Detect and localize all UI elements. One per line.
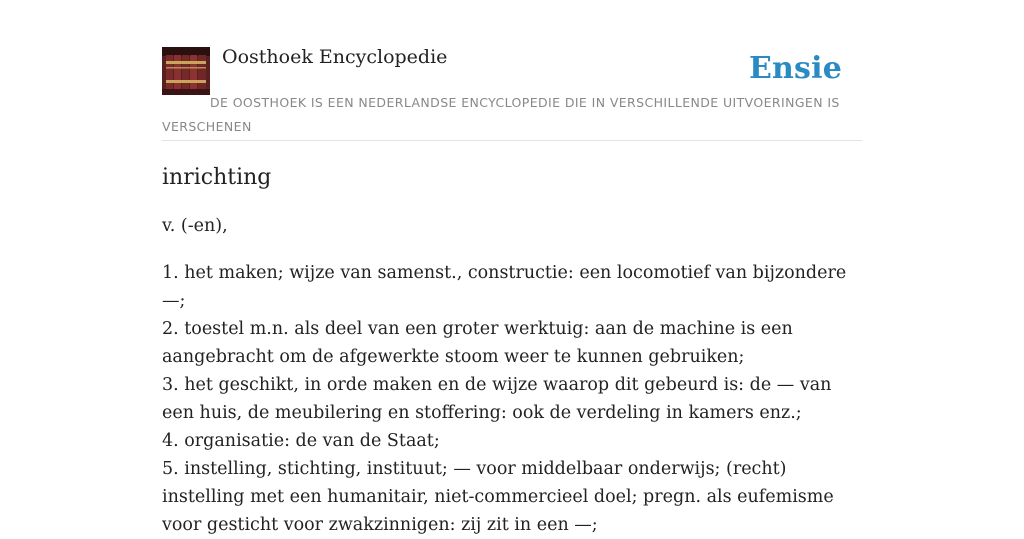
brand-logo[interactable]: Ensie — [748, 51, 842, 86]
site-tagline: DE OOSTHOEK IS EEN NEDERLANDSE ENCYCLOPEDIE DIE IN VERSCHILLENDE UITVOERINGEN IS VERSCHENEN — [162, 95, 840, 134]
encyclopedia-books-icon[interactable] — [162, 47, 210, 95]
definition-item: 1. het maken; wijze van samenst., constructie: een locomotief van bijzondere —; — [162, 263, 847, 311]
entry-content — [162, 160, 862, 539]
definition-list — [162, 259, 862, 539]
entry-grammar: v. (-en), — [162, 216, 228, 236]
definition-item: 2. toestel m.n. als deel van een groter werktuig: aan de machine is een aangebracht om de afgewerkte stoom weer te kunnen gebruiken; — [162, 319, 793, 367]
definition-item: 4. organisatie: de van de Staat; — [162, 431, 440, 451]
site-header — [162, 46, 862, 141]
site-title[interactable]: Oosthoek Encyclopedie — [222, 46, 448, 68]
entry-headword: inrichting — [162, 165, 272, 190]
definition-item: 3. het geschikt, in orde maken en de wijze waarop dit gebeurd is: de — van een huis, de meubilering en stoffering: ook de verdeling in kamers enz.; — [162, 375, 832, 423]
definition-item: 5. instelling, stichting, instituut; — voor middelbaar onderwijs; (recht) instelling met een humanitair, niet-commercieel doel; pregn. als eufemisme voor gesticht voor zwakzinnigen: zij zit in een —; — [162, 459, 834, 535]
